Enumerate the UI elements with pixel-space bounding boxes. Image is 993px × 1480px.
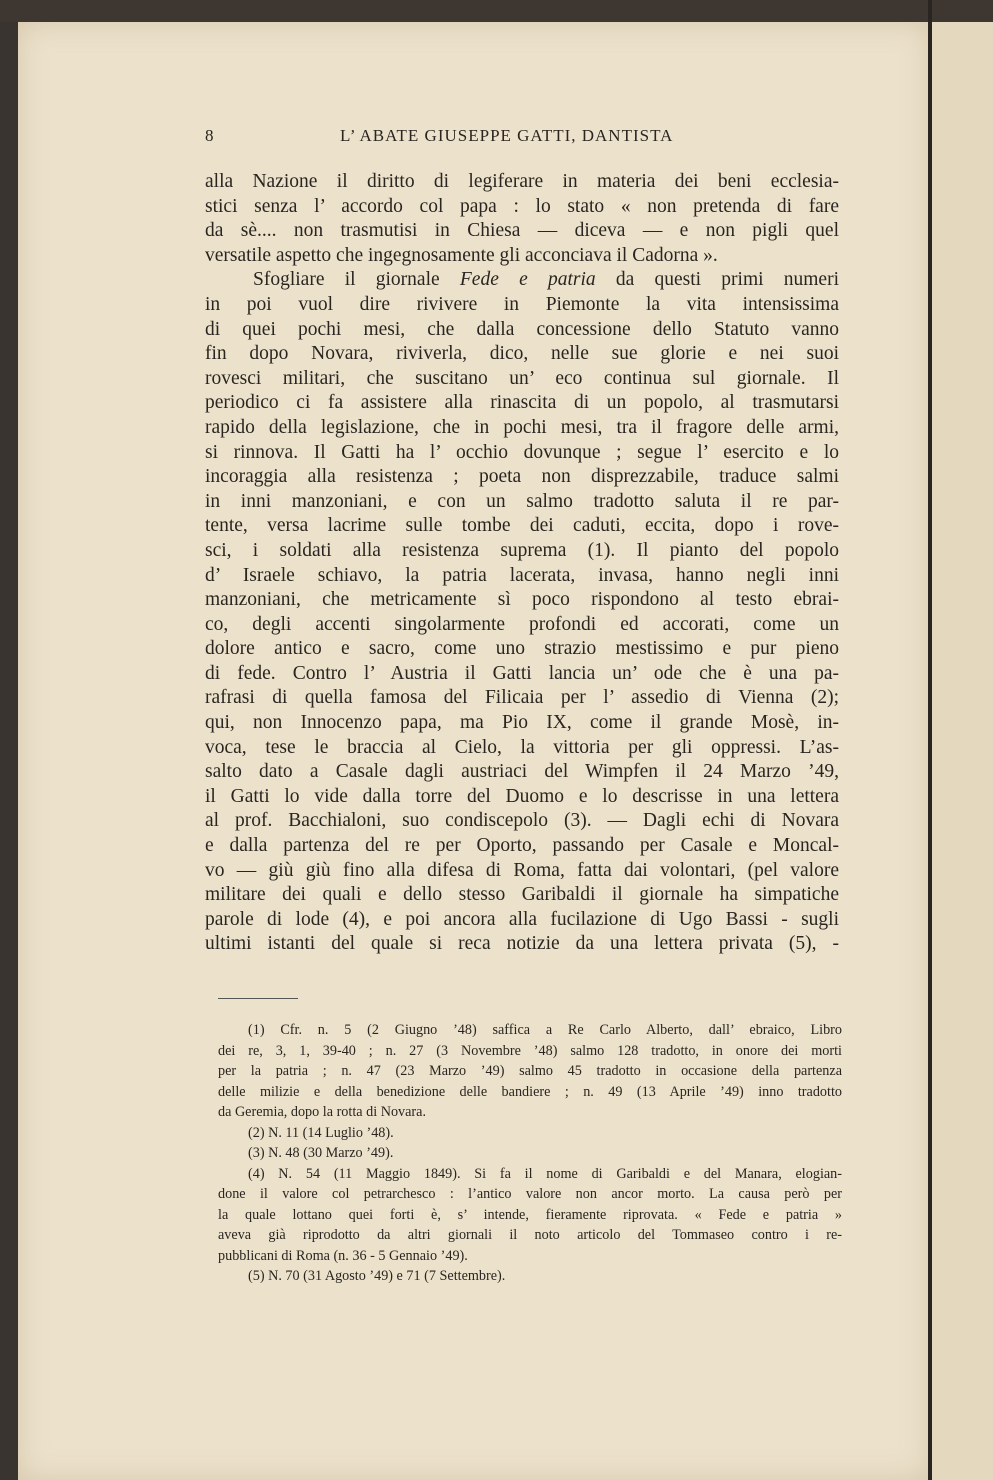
body-line: fin dopo Novara, riviverla, dico, nelle sue glorie e nei suoi <box>205 343 839 365</box>
body-line: periodico ci fa assistere alla rinascita di un popolo, al trasmutarsi <box>205 392 839 414</box>
footnote-line: per la patria ; n. 47 (23 Marzo ’49) salmo 45 tradotto in occasione della partenza <box>218 1063 842 1079</box>
body-line: manzoniani, che metricamente sì poco rispondono al testo ebrai- <box>205 589 839 611</box>
body-line: versatile aspetto che ingegnosamente gli acconciava il Cadorna ». <box>205 244 718 266</box>
body-line: e dalla partenza del re per Oporto, passando per Casale e Moncal- <box>205 835 839 857</box>
italic-title: Fede e patria <box>459 269 596 291</box>
body-line: incoraggia alla resistenza ; poeta non disprezzabile, traduce salmi <box>205 466 839 488</box>
body-line: dolore antico e sacro, come uno strazio mestissimo e pur pieno <box>205 638 839 660</box>
footnote-line: la quale lottano quei forti è, s’ intende, fieramente riprovata. « Fede e patria » <box>218 1206 842 1223</box>
footnote-line: delle milizie e della benedizione delle bandiere ; n. 49 (13 Aprile ’49) inno tradotto <box>218 1083 842 1100</box>
footnote-rule <box>218 998 298 999</box>
footnote-line: (1) Cfr. n. 5 (2 Giugno ’48) saffica a Re Carlo Alberto, dall’ ebraico, Libro <box>248 1022 842 1038</box>
footnote-line: (2) N. 11 (14 Luglio ’48). <box>248 1124 394 1141</box>
footnote-line: pubblicani di Roma (n. 36 - 5 Gennaio ’49). <box>218 1247 468 1264</box>
body-line: co, degli accenti singolarmente profondi ed accorati, come un <box>205 613 839 635</box>
body-line: in inni manzoniani, e con un salmo tradotto saluta il re par- <box>205 490 839 512</box>
body-line: ultimi istanti del quale si reca notizie da una lettera privata (5), - <box>205 933 839 955</box>
body-line: di fede. Contro l’ Austria il Gatti lancia un’ ode che è una pa- <box>205 662 839 684</box>
text-run: Sfogliare il giornale <box>253 269 460 291</box>
text-run: da questi primi numeri <box>595 269 839 291</box>
body-line: sci, i soldati alla resistenza suprema (1). Il pianto del popolo <box>205 539 839 561</box>
body-line: qui, non Innocenzo papa, ma Pio IX, come il grande Mosè, in- <box>205 712 839 734</box>
body-line: da sè.... non trasmutisi in Chiesa — diceva — e non pigli quel <box>205 220 839 242</box>
body-line: il Gatti lo vide dalla torre del Duomo e lo descrisse in una lettera <box>205 785 839 807</box>
body-line: parole di lode (4), e poi ancora alla fucilazione di Ugo Bassi - sugli <box>205 908 839 930</box>
footnote-line: done il valore col petrarchesco : l’antico valore non ancor morto. La causa però per <box>218 1186 842 1202</box>
page-number: 8 <box>205 126 215 145</box>
body-line: militare dei quali e dello stesso Garibaldi il giornale ha simpatiche <box>205 884 839 906</box>
body-line: stici senza l’ accordo col papa : lo stato « non pretenda di fare <box>205 195 839 217</box>
footnote-line: aveva già riprodotto da altri giornali il noto articolo del Tommaseo contro i re- <box>218 1227 842 1243</box>
footnote-line: da Geremia, dopo la rotta di Novara. <box>218 1104 427 1120</box>
footnote-line: dei re, 3, 1, 39-40 ; n. 27 (3 Novembre ’48) salmo 128 tradotto, in onore dei morti <box>218 1042 842 1059</box>
body-line: di quei pochi mesi, che dalla concessione dello Statuto vanno <box>205 318 839 340</box>
body-line <box>205 268 839 293</box>
body-line: vo — giù giù fino alla difesa di Roma, fatta dai volontari, (pel valore <box>205 859 839 881</box>
body-line: voca, tese le braccia al Cielo, la vittoria per gli oppressi. L’as- <box>205 736 839 758</box>
body-text <box>205 170 839 957</box>
footnotes <box>218 1020 842 1287</box>
scan-top-edge <box>0 0 993 22</box>
body-line: in poi vuol dire rivivere in Piemonte la vita intensissima <box>205 293 839 315</box>
body-line: tente, versa lacrime sulle tombe dei caduti, eccita, dopo i rove- <box>205 515 839 537</box>
footnote-line: (5) N. 70 (31 Agosto ’49) e 71 (7 Settembre). <box>248 1268 506 1284</box>
footnote-line: (4) N. 54 (11 Maggio 1849). Si fa il nome di Garibaldi e del Manara, elogian- <box>248 1165 842 1182</box>
adjacent-page-edge <box>932 22 993 1480</box>
body-line: rapido della legislazione, che in pochi mesi, tra il fragore delle armi, <box>205 416 839 438</box>
body-line: al prof. Bacchialoni, suo condiscepolo (3). — Dagli echi di Novara <box>205 810 839 832</box>
running-title: L’ ABATE GIUSEPPE GATTI, DANTISTA <box>340 126 674 145</box>
body-line: alla Nazione il diritto di legiferare in materia dei beni ecclesia- <box>205 171 839 192</box>
body-line: si rinnova. Il Gatti ha l’ occhio dovunque ; segue l’ esercito e lo <box>205 441 839 463</box>
body-line: salto dato a Casale dagli austriaci del Wimpfen il 24 Marzo ’49, <box>205 761 839 783</box>
body-line: rovesci militari, che suscitano un’ eco continua sul giornale. Il <box>205 367 839 389</box>
footnote-line: (3) N. 48 (30 Marzo ’49). <box>248 1145 394 1161</box>
body-line: d’ Israele schiavo, la patria lacerata, invasa, hanno negli inni <box>205 564 839 586</box>
body-line: rafrasi di quella famosa del Filicaia per l’ assedio di Vienna (2); <box>205 687 839 709</box>
